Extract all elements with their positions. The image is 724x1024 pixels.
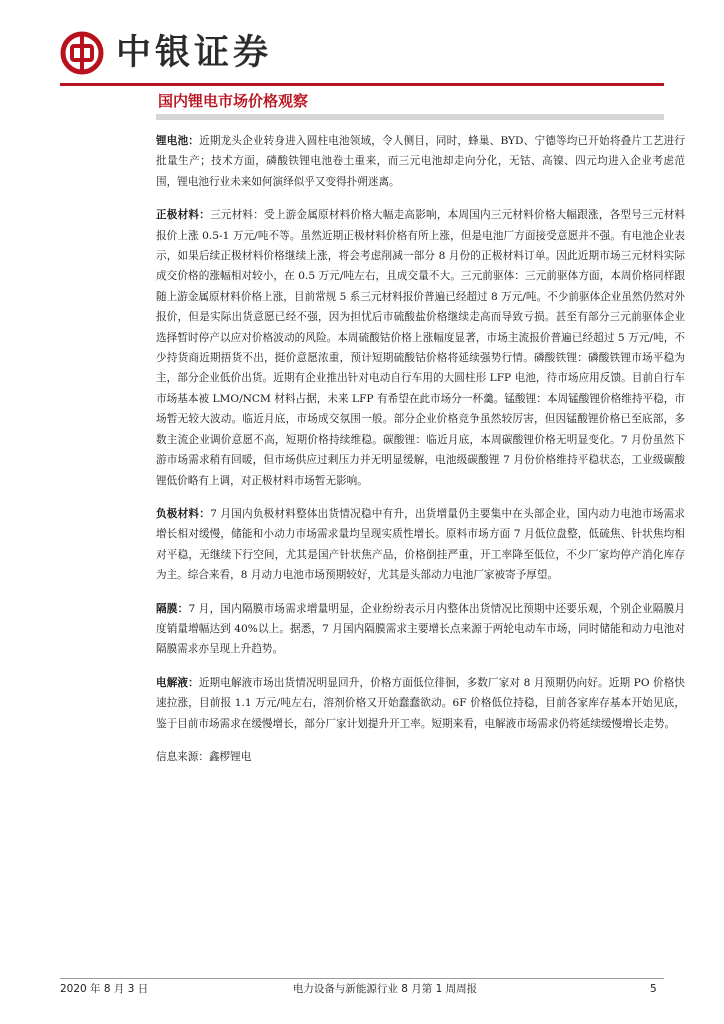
paragraph-text: 7 月，国内隔膜市场需求增量明显，企业纷纷表示月内整体出货情况比预期中还要乐观，个别企业隔膜月度销量增幅达到 40%以上。据悉，7 月国内隔膜需求主要增长点来源于两轮电动车市场，同时储能和动力电池对隔膜需求亦呈现上升趋势。	[156, 602, 686, 656]
footer-date: 2020 年 8 月 3 日	[60, 983, 149, 995]
footer-divider	[60, 978, 664, 979]
paragraph-text: 近期电解液市场出货情况明显回升，价格方面低位徘徊，多数厂家对 8 月预期仍向好。近期 PO 价格快速拉涨，目前报 1.1 万元/吨左右，溶剂价格又开始蠢蠢欲动。6F 价格低位持稳，目前各家库存基本开始见底，鉴于目前市场需求在缓慢增长，部分厂家计划提升开工率。短期来看，电解液市场需求仍将延续缓慢增长走势。	[156, 676, 685, 730]
page-header	[60, 28, 664, 78]
paragraph-text: 7 月国内负极材料整体出货情况稳中有升，出货增量仍主要集中在头部企业，国内动力电池市场需求增长相对缓慢，储能和小动力市场需求量均呈现实质性增长。原料市场方面 7 月低位盘整，低硫焦、针状焦均相对平稳，无继续下行空间，尤其是国产针状焦产品，价格倒挂严重，开工率降至低位，不少厂家均停产消化库存为主。综合来看，8 月动力电池市场预期较好，尤其是头部动力电池厂家被寄予厚望。	[156, 507, 686, 582]
paragraph-label: 电解液：	[156, 676, 199, 689]
source-note: 信息来源：鑫椤锂电	[156, 750, 252, 763]
section-title: 国内锂电市场价格观察	[158, 92, 309, 110]
title-underline	[156, 114, 664, 120]
paragraph-text: 近期龙头企业转身进入圆柱电池领域，令人侧目，同时，蜂巢、BYD、宁德等均已开始将叠片工艺进行批量生产；技术方面，磷酸铁锂电池卷土重来，而三元电池却走向分化，无钴、高镍、四元均进入企业考虑范围，锂电池行业未来如何演绎似乎又变得扑朔迷离。	[156, 135, 685, 188]
page-number: 5	[650, 983, 657, 995]
paragraph-cathode	[156, 205, 685, 491]
footer-report-title: 电力设备与新能源行业 8 月第 1 周周报	[292, 983, 478, 995]
article-body	[156, 131, 685, 767]
paragraph-anode	[156, 504, 685, 586]
header-divider	[60, 83, 664, 86]
paragraph-text: 三元材料：受上游金属原材料价格大幅走高影响，本周国内三元材料价格大幅跟涨，各型号三元材料报价上涨 0.5-1 万元/吨不等。虽然近期正极材料价格有所上涨，但是电池厂方面接受意愿并不强。有电池企业表示，如果后续正极材料价格继续上涨，将会考虑削减一部分 8 月份的正极材料订单。因此近期市场三元材料实际成交价格的涨幅相对较小，在 0.5 万元/吨左右，且成交量不大。三元前驱体：三元前驱体方面，本周价格同样跟随上游金属原材料价格上涨，目前常规 5 系三元材料报价普遍已经超过 8 万元/吨。不少前驱体企业虽然仍然对外报价，但是实际出货意愿已经不强，因为担忧后市硫酸盐价格继续走高而导致亏损。甚至有部分三元前驱体企业选择暂时停产以应对价格波动的风险。本周硫酸钴价格上涨幅度显著，市场主流报价普遍已经超过 5 万元/吨，不少持货商近期捂货不出，挺价意愿浓重，预计短期硫酸钴价格将延续强势行情。磷酸铁锂：磷酸铁锂市场平稳为主，部分企业低价出货。近期有企业推出针对电动自行车用的大圆柱形 LFP 电池，待市场应用反馈。目前自行车市场基本被 LMO/NCM 材料占据，未来 LFP 有希望在此市场分一杯羹。锰酸锂：本周锰酸锂价格维持平稳，市场暂无较大波动。临近月底，市场成交氛围一般。部分企业价格竞争虽然较厉害，但因锰酸锂价格已至底部，多数主流企业调价意愿不高，短期价格持续维稳。碳酸锂：临近月底，本周碳酸锂价格无明显变化。7 月份虽然下游市场需求稍有回暖，但市场供应过剩压力并无明显缓解，电池级碳酸锂 7 月份价格维持平稳状态，工业级碳酸锂低价略有上调，对正极材料市场暂无影响。	[156, 209, 686, 487]
bank-of-china-logo-icon	[60, 31, 104, 75]
brand-name: 中银证券	[116, 32, 273, 73]
paragraph-label: 隔膜：	[156, 602, 189, 615]
paragraph-label: 负极材料：	[156, 507, 211, 520]
paragraph-label: 正极材料：	[156, 209, 211, 222]
paragraph-label: 锂电池：	[156, 135, 200, 147]
paragraph-separator	[156, 599, 685, 660]
paragraph-battery	[156, 131, 685, 192]
paragraph-electrolyte	[156, 673, 685, 734]
